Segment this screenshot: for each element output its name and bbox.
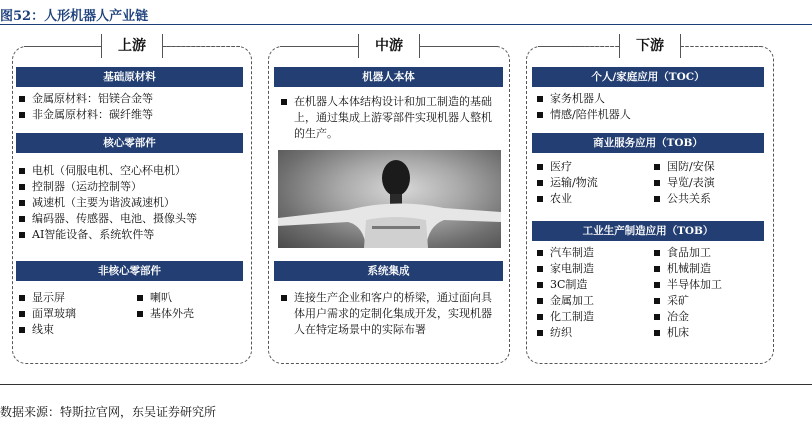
list-item: 3C制造 [534, 277, 594, 293]
core-parts-list [16, 163, 197, 243]
list-item: 基体外壳 [134, 306, 194, 322]
non-core-parts-list-left [16, 290, 76, 338]
upstream-header [24, 34, 240, 58]
section-title-core-parts: 核心零部件 [16, 133, 243, 153]
list-item: 家电制造 [534, 261, 594, 277]
list-item: 喇叭 [134, 290, 194, 306]
bottom-rule [0, 384, 812, 385]
list-item: 面罩玻璃 [16, 306, 76, 322]
list-item: 非金属原材料：碳纤维等 [16, 107, 153, 123]
list-item: 显示屏 [16, 290, 76, 306]
list-item: 导览/表演 [651, 175, 715, 191]
list-item: 电机（伺服电机、空心杯电机） [16, 163, 197, 179]
list-item: 采矿 [651, 293, 722, 309]
list-item: 国防/安保 [651, 159, 715, 175]
list-item: 公共关系 [651, 191, 715, 207]
humanoid-robot-icon [278, 150, 501, 248]
list-item: 减速机（主要为谐波减速机） [16, 195, 197, 211]
commercial-list-right [651, 159, 715, 207]
list-item: 金属原材料：铝镁合金等 [16, 91, 153, 107]
list-item: 线束 [16, 322, 76, 338]
list-item: 编码器、传感器、电池、摄像头等 [16, 211, 197, 227]
section-title-commercial: 商业服务应用（TOB） [532, 133, 764, 153]
list-item: 食品加工 [651, 245, 722, 261]
section-title-robot-body: 机器人本体 [274, 67, 503, 87]
non-core-parts-list-right [134, 290, 194, 322]
list-item: 化工制造 [534, 309, 594, 325]
list-item: 农业 [534, 191, 598, 207]
upstream-label: 上游 [101, 34, 163, 58]
industrial-list-right [651, 245, 722, 341]
list-item: 家务机器人 [534, 91, 631, 107]
section-title-non-core-parts: 非核心零部件 [16, 261, 243, 281]
list-item: 机械制造 [651, 261, 722, 277]
system-integration-text: 连接生产企业和客户的桥梁，通过面向具体用户需求的定制化集成开发，实现机器人在特定场景中的实际布署 [278, 290, 502, 338]
list-item: 金属加工 [534, 293, 594, 309]
robot-body-text: 在机器人本体结构设计和加工制造的基础上，通过集成上游零部件实现机器人整机的生产。 [278, 94, 502, 142]
midstream-label: 中游 [358, 34, 420, 58]
industrial-list-left [534, 245, 594, 341]
list-item: 纺织 [534, 325, 594, 341]
section-title-industrial: 工业生产制造应用（TOB） [532, 221, 764, 241]
list-item: 运输/物流 [534, 175, 598, 191]
list-item: 医疗 [534, 159, 598, 175]
list-item: 冶金 [651, 309, 722, 325]
humanoid-robot-image [278, 150, 501, 248]
title-rule [0, 24, 812, 25]
list-item: 机床 [651, 325, 722, 341]
section-title-raw-materials: 基础原材料 [16, 67, 243, 87]
toc-list [534, 91, 631, 123]
list-item: 情感/陪伴机器人 [534, 107, 631, 123]
list-item: 汽车制造 [534, 245, 594, 261]
list-item: 控制器（运动控制等） [16, 179, 197, 195]
figure-source: 数据来源：特斯拉官网，东吴证券研究所 [0, 405, 217, 419]
figure-title: 图52：人形机器人产业链 [0, 9, 149, 24]
downstream-header [538, 34, 762, 58]
raw-materials-list [16, 91, 153, 123]
midstream-header [280, 34, 498, 58]
downstream-label: 下游 [619, 34, 681, 58]
section-title-system-integration: 系统集成 [274, 261, 503, 281]
commercial-list-left [534, 159, 598, 207]
list-item: AI智能设备、系统软件等 [16, 227, 197, 243]
list-item: 半导体加工 [651, 277, 722, 293]
section-title-toc: 个人/家庭应用（TOC） [532, 67, 764, 87]
